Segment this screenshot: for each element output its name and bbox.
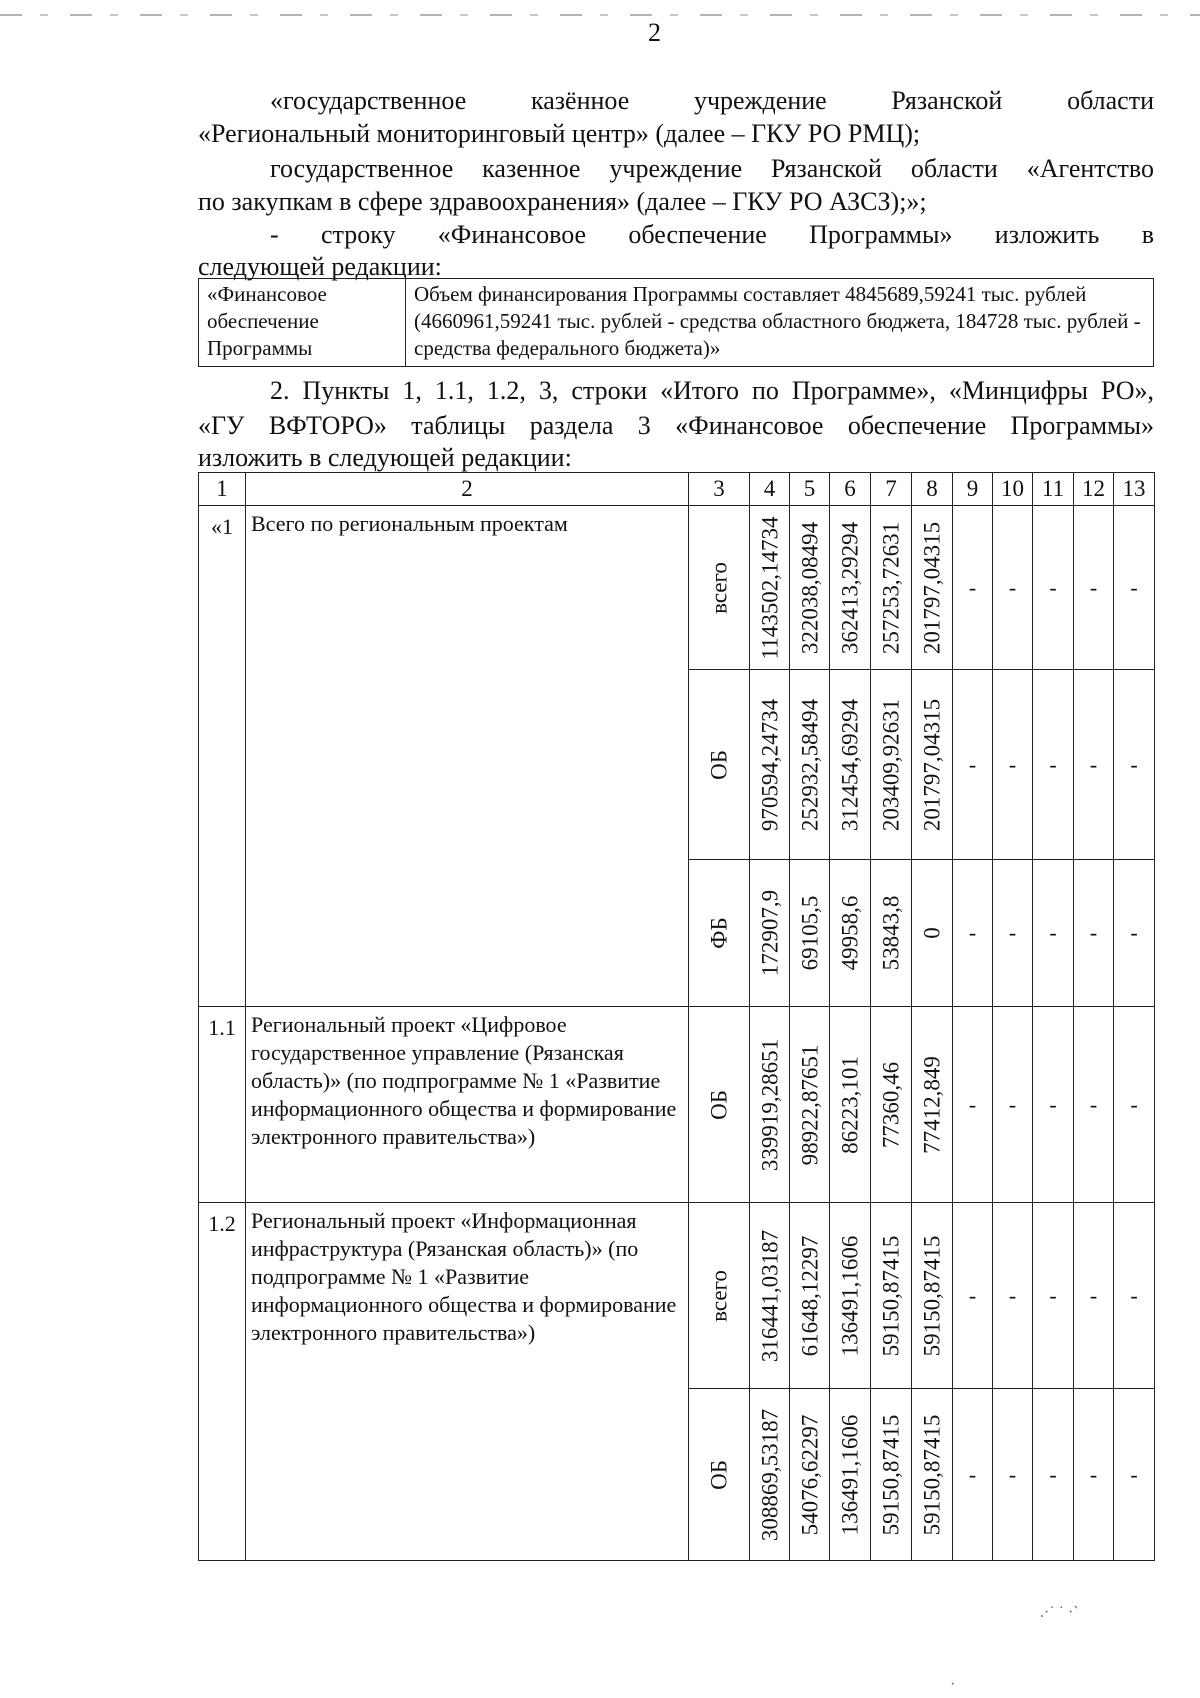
row-number: 1.1 <box>199 1007 246 1203</box>
value-cell: 98922,87651 <box>797 1044 822 1165</box>
dash-cell: - <box>1033 860 1074 1007</box>
value-cell: 203409,92631 <box>878 698 904 831</box>
intro-line-6: следующей редакции: <box>198 252 442 281</box>
value-cell: 59150,87415 <box>919 1235 945 1356</box>
header-cell: 12 <box>1074 473 1114 506</box>
header-cell: 5 <box>790 473 830 506</box>
dash-cell: - <box>953 670 993 860</box>
intro-line-1: «государственное казённое учреждение Рязанской области <box>270 86 1154 115</box>
dash-cell: - <box>1033 1203 1074 1389</box>
source-cell: всего <box>706 1269 732 1322</box>
value-cell: 54076,62297 <box>797 1414 822 1535</box>
dash-cell: - <box>1074 1389 1114 1561</box>
value-cell: 0 <box>919 927 945 939</box>
dash-cell: - <box>1074 670 1114 860</box>
value-cell: 172907,9 <box>757 889 782 977</box>
dash-cell: - <box>993 1203 1033 1389</box>
dash-cell: - <box>953 1389 993 1561</box>
source-cell: ОБ <box>706 749 732 780</box>
dash-cell: - <box>953 1203 993 1389</box>
table-row <box>199 506 1155 670</box>
table-row <box>199 1203 1155 1389</box>
value-cell: 201797,04315 <box>919 521 945 654</box>
value-cell: 77412,849 <box>919 1055 945 1154</box>
point2-line-3: изложить в следующей редакции: <box>198 443 572 472</box>
dash-cell: - <box>1033 670 1074 860</box>
row-name: Региональный проект «Цифровое государственное управление (Рязанская область)» (по подпрограмме № 1 «Развитие информационного общества и формирование электронного правительства») <box>246 1007 689 1203</box>
dash-cell: - <box>1074 1203 1114 1389</box>
dash-cell: - <box>1074 506 1114 670</box>
dash-cell: - <box>1074 1007 1114 1203</box>
dash-cell: - <box>1033 1389 1074 1561</box>
dash-cell: - <box>993 1007 1033 1203</box>
header-cell: 4 <box>750 473 790 506</box>
dash-cell: - <box>953 860 993 1007</box>
header-cell: 6 <box>830 473 871 506</box>
point2-line-1: 2. Пункты 1, 1.1, 1.2, 3, строки «Итого по Программе», «Минцифры РО», <box>270 376 1154 405</box>
row-number: «1 <box>199 506 246 1007</box>
scan-artifact-top <box>0 14 1200 16</box>
header-cell: 3 <box>689 473 750 506</box>
value-cell: 49958,6 <box>837 895 863 971</box>
financing-box-text: Объем финансирования Программы составляет 4845689,59241 тыс. рублей (4660961,59241 тыс. рублей - средства областного бюджета, 184728 тыс. рублей - средства федерального бюджета)» <box>406 279 1154 367</box>
dash-cell: - <box>1033 506 1074 670</box>
value-cell: 53843,8 <box>878 895 904 971</box>
dash-cell: - <box>1114 670 1155 860</box>
value-cell: 59150,87415 <box>878 1235 904 1356</box>
table-header-row <box>199 473 1155 506</box>
source-cell: всего <box>706 561 732 614</box>
value-cell: 312454,69294 <box>837 698 863 831</box>
value-cell: 316441,03187 <box>757 1229 782 1362</box>
value-cell: 308869,53187 <box>757 1408 782 1541</box>
header-cell: 10 <box>993 473 1033 506</box>
value-cell: 252932,58494 <box>797 698 822 831</box>
value-cell: 59150,87415 <box>919 1414 945 1535</box>
value-cell: 136491,1606 <box>837 1414 863 1535</box>
value-cell: 970594,24734 <box>757 698 782 831</box>
header-cell: 2 <box>246 473 689 506</box>
value-cell: 257253,72631 <box>878 521 904 654</box>
value-cell: 1143502,14734 <box>757 516 782 659</box>
header-cell: 1 <box>199 473 246 506</box>
value-cell: 61648,12297 <box>797 1235 822 1356</box>
financing-box-label: «Финансовое обеспечение Программы <box>199 279 406 367</box>
dash-cell: - <box>1074 860 1114 1007</box>
value-cell: 339919,28651 <box>757 1038 782 1171</box>
intro-line-5: - строку «Финансовое обеспечение Программы» изложить в <box>270 220 1154 249</box>
dash-cell: - <box>953 1007 993 1203</box>
value-cell: 201797,04315 <box>919 698 945 831</box>
dash-cell: - <box>993 1389 1033 1561</box>
intro-line-4: по закупкам в сфере здравоохранения» (далее – ГКУ РО АЗСЗ);»; <box>198 187 927 216</box>
row-name: Региональный проект «Информационная инфраструктура (Рязанская область)» (по подпрограмме № 1 «Развитие информационного общества и формирование электронного правительства») <box>246 1203 689 1561</box>
header-cell: 13 <box>1114 473 1155 506</box>
dash-cell: - <box>1114 1007 1155 1203</box>
source-cell: ОБ <box>706 1459 732 1490</box>
point2-line-2: «ГУ ВФТОРО» таблицы раздела 3 «Финансовое обеспечение Программы» <box>198 411 1154 440</box>
dash-cell: - <box>1033 1007 1074 1203</box>
dash-cell: - <box>1114 1389 1155 1561</box>
dash-cell: - <box>953 506 993 670</box>
value-cell: 136491,1606 <box>837 1235 863 1356</box>
dash-cell: - <box>1114 1203 1155 1389</box>
value-cell: 59150,87415 <box>878 1414 904 1535</box>
header-cell: 7 <box>871 473 912 506</box>
value-cell: 77360,46 <box>878 1061 904 1148</box>
scan-speckle: · <box>950 1676 956 1693</box>
dash-cell: - <box>1114 506 1155 670</box>
dash-cell: - <box>993 670 1033 860</box>
page-number: 2 <box>648 18 661 47</box>
table-row <box>199 1007 1155 1203</box>
value-cell: 69105,5 <box>797 895 822 971</box>
source-cell: ФБ <box>706 917 732 949</box>
value-cell: 322038,08494 <box>797 521 822 654</box>
dash-cell: - <box>993 860 1033 1007</box>
header-cell: 9 <box>953 473 993 506</box>
scan-speckle: .·˙ ˙ ·` <box>1040 1604 1079 1621</box>
row-name: Всего по региональным проектам <box>246 506 689 1007</box>
header-cell: 8 <box>912 473 953 506</box>
source-cell: ОБ <box>706 1089 732 1120</box>
value-cell: 362413,29294 <box>837 521 863 654</box>
value-cell: 86223,101 <box>837 1055 863 1154</box>
dash-cell: - <box>993 506 1033 670</box>
row-number: 1.2 <box>199 1203 246 1561</box>
dash-cell: - <box>1114 860 1155 1007</box>
financing-box <box>198 278 1154 367</box>
header-cell: 11 <box>1033 473 1074 506</box>
intro-line-3: государственное казенное учреждение Рязанской области «Агентство <box>270 154 1154 183</box>
intro-line-2: «Региональный мониторинговый центр» (далее – ГКУ РО РМЦ); <box>198 119 921 148</box>
finance-table <box>198 472 1155 1561</box>
